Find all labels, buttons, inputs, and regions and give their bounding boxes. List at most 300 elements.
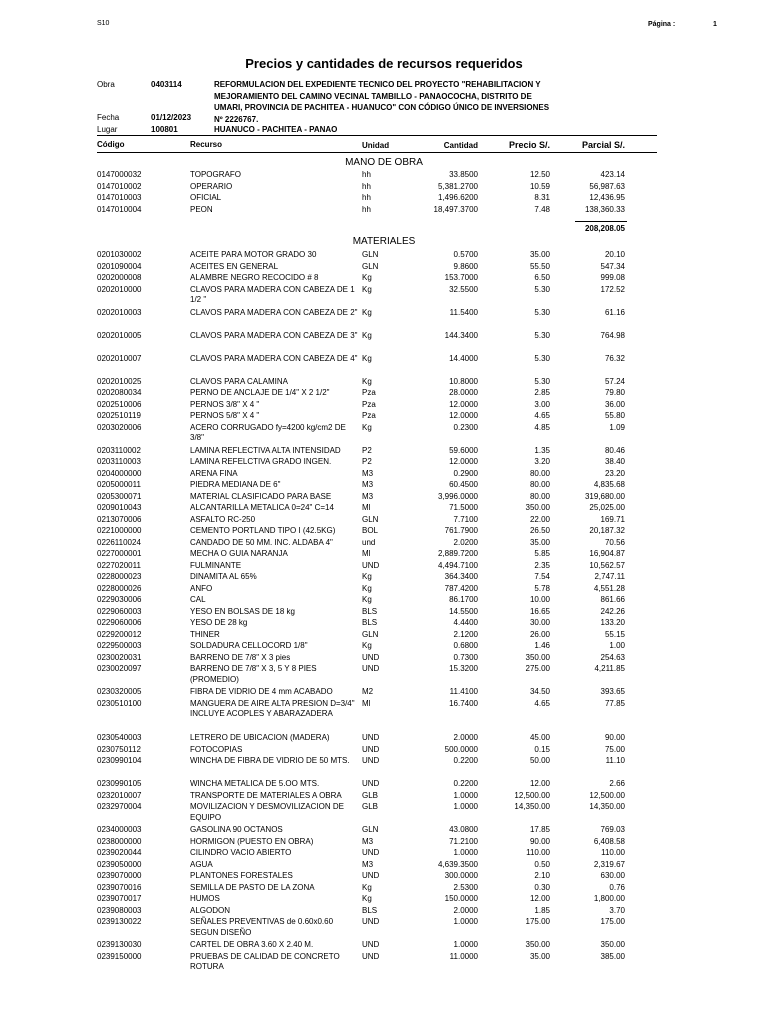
resource-quantity: 2.0200: [453, 537, 478, 547]
resource-partial: 12,436.95: [589, 193, 625, 202]
resource-unit: GLN: [362, 261, 379, 271]
table-row: [0, 653, 768, 664]
resource-code: 0227020011: [97, 560, 141, 570]
resource-code: 0227000001: [97, 549, 142, 558]
resource-description: CEMENTO PORTLAND TIPO I (42.5KG): [190, 526, 336, 535]
resource-unit: M2: [362, 687, 374, 696]
resource-quantity: 2.5300: [453, 882, 478, 892]
fecha-value: 01/12/2023: [151, 113, 192, 122]
resource-code: 0232970004: [97, 802, 142, 811]
resource-price: 26.00: [529, 629, 550, 639]
resource-quantity: 60.4500: [449, 480, 478, 489]
resource-description: FULMINANTE: [190, 560, 242, 570]
resource-description: PIEDRA MEDIANA DE 6": [190, 480, 281, 489]
table-row: [0, 400, 768, 411]
table-row: [0, 756, 768, 767]
resource-unit: GLB: [362, 790, 379, 800]
resource-code: 0228000023: [97, 572, 142, 581]
resource-code: 0234000003: [97, 825, 142, 834]
resource-unit: hh: [362, 204, 371, 214]
resource-price: 90.00: [529, 836, 550, 846]
resource-code: 0239150000: [97, 951, 142, 961]
resource-description: PERNOS 3/8" X 4 ": [190, 399, 260, 409]
project-name: REFORMULACION DEL EXPEDIENTE TECNICO DEL PROYECTO "REHABILITACION Y MEJORAMIENTO DEL CAMINO VECINAL TAMBILLO - PANAOCOCHA, DISTRITO DE UMARI, PROVINCIA DE PACHITEA - HUANUCO" CON CÓDIGO ÚNICO DE INVERSIONES Nº 2226767.: [214, 80, 550, 124]
resource-partial: 4,211.85: [594, 664, 625, 673]
resource-partial: 4,551.28: [593, 583, 625, 593]
resource-partial: 1.09: [609, 422, 625, 432]
resource-description: MOVILIZACION Y DESMOVILIZACION DE EQUIPO: [190, 802, 344, 822]
resource-partial: 16,904.87: [589, 549, 625, 558]
resource-code: 0203110002: [97, 445, 141, 455]
resource-quantity: 3,996.0000: [437, 491, 478, 501]
resource-quantity: 153.7000: [444, 273, 478, 282]
resource-description: WINCHA METALICA DE 5.OO MTS.: [190, 779, 320, 788]
obra-code: 0403114: [151, 80, 182, 89]
resource-quantity: 1.0000: [453, 917, 478, 926]
resource-partial: 20.10: [604, 250, 625, 259]
resource-unit: UND: [362, 652, 380, 662]
resource-quantity: 86.1700: [449, 595, 478, 604]
resource-quantity: 9.8600: [453, 261, 478, 271]
resource-unit: Kg: [362, 353, 372, 363]
resource-partial: 79.80: [604, 388, 625, 397]
resource-partial: 57.24: [604, 376, 625, 386]
resource-partial: 55.80: [604, 411, 625, 420]
resource-unit: M3: [362, 491, 374, 501]
resource-description: CAL: [190, 595, 206, 604]
table-row: [0, 446, 768, 457]
table-row: [0, 182, 768, 193]
resource-partial: 36.00: [604, 399, 625, 409]
resource-code: 0239020044: [97, 848, 142, 857]
table-row: [0, 745, 768, 756]
resource-partial: 861.66: [600, 595, 625, 604]
resource-unit: Kg: [362, 307, 372, 317]
resource-description: ACEITE PARA MOTOR GRADO 30: [190, 250, 317, 259]
table-row: [0, 377, 768, 388]
resource-description: ALAMBRE NEGRO RECOCIDO # 8: [190, 273, 319, 282]
resource-unit: Ml: [362, 549, 371, 558]
resource-partial: 4,835.68: [593, 480, 625, 489]
resource-unit: Kg: [362, 422, 372, 432]
resource-quantity: 150.0000: [444, 894, 478, 903]
resource-price: 275.00: [525, 664, 550, 673]
resource-partial: 90.00: [604, 733, 625, 742]
resource-description: ANFO: [190, 583, 213, 593]
resource-price: 0.50: [534, 859, 550, 869]
resource-partial: 38.40: [604, 457, 625, 466]
resource-price: 5.78: [534, 583, 550, 593]
resource-quantity: 14.4000: [449, 353, 478, 363]
resource-unit: GLN: [362, 250, 379, 259]
table-row: [0, 572, 768, 583]
resource-code: 0213070006: [97, 514, 142, 524]
resource-description: THINER: [190, 629, 220, 639]
lugar-label: Lugar: [97, 125, 118, 134]
table-row: [0, 284, 768, 304]
resource-price: 5.30: [534, 376, 550, 386]
table-row: [0, 630, 768, 641]
resource-price: 3.00: [534, 399, 550, 409]
resource-description: MATERIAL CLASIFICADO PARA BASE: [190, 491, 332, 501]
resource-unit: UND: [362, 779, 380, 788]
resource-unit: BOL: [362, 526, 379, 535]
resource-unit: Kg: [362, 595, 372, 604]
lugar-code: 100801: [151, 125, 178, 134]
resource-price: 5.30: [534, 307, 550, 317]
table-row: [0, 411, 768, 422]
resource-price: 80.00: [529, 468, 550, 478]
table-row: [0, 906, 768, 917]
resource-code: 0239050000: [97, 859, 142, 869]
resource-quantity: 11.4100: [449, 687, 478, 696]
table-row: [0, 480, 768, 491]
resource-code: 0202010000: [97, 284, 142, 294]
resource-partial: 2.66: [609, 779, 625, 788]
resource-partial: 25,025.00: [589, 503, 625, 512]
resource-description: OFICIAL: [190, 193, 222, 202]
resource-quantity: 0.2200: [453, 779, 478, 788]
table-row: [0, 883, 768, 894]
resource-unit: UND: [362, 560, 380, 570]
resource-code: 0204000000: [97, 468, 142, 478]
resource-code: 0229030006: [97, 595, 142, 604]
resource-description: MANGUERA DE AIRE ALTA PRESION D=3/4" INCLUYE ACOPLES Y ABARAZADERA: [190, 698, 355, 718]
resource-partial: 2,319.67: [593, 859, 625, 869]
resource-unit: M3: [362, 468, 374, 478]
resource-partial: 1.00: [609, 641, 625, 650]
resource-code: 0201090004: [97, 261, 142, 271]
resource-partial: 20,187.32: [589, 526, 625, 535]
table-row: [0, 526, 768, 537]
resource-quantity: 32.5500: [449, 284, 478, 294]
resource-code: 0229200012: [97, 629, 142, 639]
resource-partial: 75.00: [604, 744, 625, 754]
resource-quantity: 364.3400: [444, 572, 478, 581]
resource-quantity: 2,889.7200: [437, 549, 478, 558]
resource-partial: 12,500.00: [589, 790, 625, 800]
resource-code: 0202010003: [97, 307, 142, 317]
resource-unit: M3: [362, 836, 374, 846]
resource-description: AGUA: [190, 859, 213, 869]
resource-unit: Ml: [362, 698, 371, 708]
resource-quantity: 144.3400: [444, 330, 478, 340]
resource-partial: 70.56: [604, 537, 625, 547]
resource-partial: 56,987.63: [589, 181, 625, 191]
resource-code: 0202010025: [97, 376, 142, 386]
resource-unit: Kg: [362, 894, 372, 903]
resource-unit: Kg: [362, 376, 372, 386]
resource-price: 12.50: [529, 170, 550, 179]
resource-price: 26.50: [529, 526, 550, 535]
resource-code: 0239130022: [97, 917, 142, 926]
resource-price: 5.30: [534, 353, 550, 363]
resource-code: 0203020006: [97, 422, 142, 432]
resource-partial: 547.34: [600, 261, 625, 271]
resource-code: 0230020031: [97, 652, 142, 662]
table-row: [0, 388, 768, 399]
resource-description: YESO EN BOLSAS DE 18 kg: [190, 606, 295, 616]
resource-price: 14,350.00: [514, 802, 550, 811]
resource-code: 0202510006: [97, 399, 142, 409]
resource-price: 80.00: [529, 491, 550, 501]
resource-description: CILINDRO VACIO ABIERTO: [190, 848, 292, 857]
resource-code: 0239070000: [97, 871, 142, 880]
resource-quantity: 12.0000: [449, 399, 478, 409]
resource-quantity: 7.7100: [453, 514, 478, 524]
resource-code: 0239130030: [97, 940, 142, 949]
resource-partial: 393.65: [600, 687, 625, 696]
table-row: [0, 837, 768, 848]
resource-price: 12.00: [529, 894, 550, 903]
resource-price: 10.59: [529, 181, 550, 191]
resource-quantity: 0.2200: [453, 756, 478, 765]
resource-code: 0230990104: [97, 756, 142, 765]
resource-description: YESO DE 28 kg: [190, 618, 248, 627]
resource-price: 110.00: [526, 848, 550, 857]
table-row: [0, 331, 768, 342]
resource-description: TOPOGRAFO: [190, 170, 241, 179]
resource-quantity: 15.3200: [449, 664, 478, 673]
resource-code: 0147010002: [97, 181, 142, 191]
resource-code: 0202010005: [97, 330, 142, 340]
resource-quantity: 2.1200: [453, 629, 478, 639]
resource-description: SEÑALES PREVENTIVAS de 0.60x0.60 SEGUN DISEÑO: [190, 917, 334, 937]
resource-partial: 80.46: [604, 445, 625, 455]
table-row: [0, 733, 768, 744]
resource-description: ACERO CORRUGADO fy=4200 kg/cm2 DE 3/8": [190, 422, 346, 442]
resource-description: WINCHA DE FIBRA DE VIDRIO DE 50 MTS.: [190, 756, 350, 765]
resource-partial: 385.00: [600, 951, 625, 961]
resource-price: 35.00: [529, 951, 550, 961]
table-row: [0, 860, 768, 871]
resource-code: 0202510119: [97, 411, 141, 420]
resource-code: 0202000008: [97, 273, 142, 282]
col-precio: Precio S/.: [508, 140, 550, 150]
resource-partial: 350.00: [600, 940, 625, 949]
resource-unit: GLN: [362, 629, 379, 639]
resource-partial: 55.15: [604, 629, 625, 639]
table-row: [0, 561, 768, 572]
col-unidad: Unidad: [362, 141, 390, 150]
resource-unit: UND: [362, 940, 380, 949]
resource-quantity: 1,496.6200: [437, 193, 478, 202]
table-row: [0, 549, 768, 560]
resource-unit: UND: [362, 733, 380, 742]
resource-description: BARRENO DE 7/8" X 3 pies: [190, 652, 291, 662]
resource-description: CLAVOS PARA MADERA CON CABEZA DE 1 1/2 ": [190, 284, 355, 304]
resource-partial: 764.98: [600, 330, 625, 340]
table-row: [0, 538, 768, 549]
resource-unit: M3: [362, 859, 374, 869]
resource-unit: Pza: [362, 411, 376, 420]
resource-description: HORMIGON (PUESTO EN OBRA): [190, 836, 314, 846]
resource-partial: 76.32: [604, 353, 625, 363]
resource-code: 0226110024: [97, 537, 141, 547]
resource-unit: GLN: [362, 825, 379, 834]
resource-description: TRANSPORTE DE MATERIALES A OBRA: [190, 790, 342, 800]
resource-description: CARTEL DE OBRA 3.60 X 2.40 M.: [190, 940, 314, 949]
resource-price: 50.00: [529, 756, 550, 765]
resource-description: MECHA O GUIA NARANJA: [190, 549, 288, 558]
resource-price: 30.00: [529, 618, 550, 627]
col-parcial: Parcial S/.: [581, 140, 625, 150]
resource-code: 0205000011: [97, 480, 141, 489]
table-row: [0, 492, 768, 503]
resource-quantity: 0.2900: [453, 468, 478, 478]
software-label: S10: [97, 20, 110, 27]
resource-quantity: 500.0000: [444, 744, 478, 754]
resource-partial: 423.14: [600, 170, 625, 179]
resource-unit: Pza: [362, 388, 376, 397]
resource-quantity: 11.0000: [449, 951, 478, 961]
section-materiales: MATERIALES: [352, 236, 416, 247]
resource-partial: 999.08: [600, 273, 625, 282]
table-row: [0, 595, 768, 606]
resource-quantity: 18,497.3700: [433, 204, 478, 214]
resource-price: 55.50: [529, 261, 550, 271]
resource-price: 0.30: [534, 882, 550, 892]
resource-quantity: 43.0800: [449, 825, 478, 834]
resource-code: 0230750112: [97, 744, 141, 754]
resource-unit: GLN: [362, 514, 379, 524]
resource-code: 0230320005: [97, 687, 142, 696]
resource-quantity: 1.0000: [453, 790, 478, 800]
resource-quantity: 12.0000: [449, 457, 478, 466]
header-bottom-rule: [97, 152, 657, 153]
resource-quantity: 787.4200: [444, 583, 478, 593]
col-codigo: Código: [97, 140, 125, 149]
resource-description: PERNO DE ANCLAJE DE 1/4" X 2 1/2": [190, 388, 330, 397]
resource-unit: P2: [362, 445, 372, 455]
resource-quantity: 71.5000: [449, 503, 478, 512]
resource-price: 1.85: [534, 905, 550, 915]
resource-quantity: 0.5700: [453, 250, 478, 259]
resource-price: 2.35: [534, 560, 550, 570]
table-row: [0, 687, 768, 698]
resource-quantity: 14.5500: [449, 606, 478, 616]
resource-code: 0230990105: [97, 779, 142, 788]
resource-code: 0229060003: [97, 606, 142, 616]
table-row: [0, 354, 768, 365]
resource-description: ACEITES EN GENERAL: [190, 261, 279, 271]
fecha-label: Fecha: [97, 113, 120, 122]
resource-description: LAMINA REFELCTIVA GRADO INGEN.: [190, 457, 332, 466]
resource-unit: UND: [362, 871, 380, 880]
resource-description: DINAMITA AL 65%: [190, 572, 257, 581]
resource-partial: 172.52: [600, 284, 625, 294]
resource-partial: 242.26: [600, 606, 625, 616]
resource-quantity: 33.8500: [449, 170, 478, 179]
resource-description: CLAVOS PARA CALAMINA: [190, 376, 288, 386]
table-row: [0, 917, 768, 937]
table-row: [0, 422, 768, 442]
resource-code: 0202010007: [97, 353, 142, 363]
resource-price: 175.00: [525, 917, 550, 926]
resource-price: 35.00: [529, 537, 550, 547]
resource-code: 0229500003: [97, 641, 142, 650]
resource-price: 2.85: [534, 388, 550, 397]
resource-price: 4.65: [534, 698, 550, 708]
resource-price: 1.46: [534, 641, 550, 650]
resource-unit: Kg: [362, 284, 372, 294]
resource-quantity: 28.0000: [449, 388, 478, 397]
resource-code: 0201030002: [97, 250, 142, 259]
resource-code: 0221000000: [97, 526, 142, 535]
resource-code: 0203110003: [97, 457, 141, 466]
lugar-name: HUANUCO - PACHITEA - PANAO: [214, 125, 338, 134]
resource-code: 0205300071: [97, 491, 142, 501]
table-row: [0, 871, 768, 882]
resource-description: FIBRA DE VIDRIO DE 4 mm ACABADO: [190, 687, 333, 696]
page-label: Página :: [648, 21, 676, 28]
resource-price: 12,500.00: [514, 790, 550, 800]
resource-code: 0230540003: [97, 733, 142, 742]
resource-unit: Kg: [362, 882, 372, 892]
resource-description: PRUEBAS DE CALIDAD DE CONCRETO ROTURA: [190, 951, 340, 971]
resource-partial: 14,350.00: [589, 802, 625, 811]
resource-partial: 254.63: [600, 652, 625, 662]
resource-price: 12.00: [529, 779, 550, 788]
resource-code: 0232010007: [97, 790, 142, 800]
resource-description: ALCANTARILLA METALICA 0=24" C=14: [190, 503, 334, 512]
table-row: [0, 607, 768, 618]
table-row: [0, 664, 768, 684]
section-mano-de-obra: MANO DE OBRA: [345, 157, 423, 168]
resource-price: 350.00: [525, 652, 550, 662]
resource-price: 0.15: [534, 744, 550, 754]
resource-description: PERNOS 5/8" X 4 ": [190, 411, 260, 420]
resource-description: CLAVOS PARA MADERA CON CABEZA DE 3": [190, 330, 358, 340]
resource-partial: 319,680.00: [584, 491, 625, 501]
resource-price: 6.50: [534, 273, 550, 282]
resource-description: CANDADO DE 50 MM. INC. ALDABA 4": [190, 537, 333, 547]
resource-price: 350.00: [525, 940, 550, 949]
table-row: [0, 457, 768, 468]
page-number: 1: [713, 21, 717, 28]
resource-unit: BLS: [362, 606, 378, 616]
resource-description: ALGODON: [190, 905, 231, 915]
resource-quantity: 59.6000: [449, 445, 478, 455]
resource-unit: hh: [362, 181, 371, 191]
resource-quantity: 300.0000: [444, 871, 478, 880]
resource-partial: 61.16: [604, 307, 625, 317]
resource-price: 7.48: [534, 204, 550, 214]
resource-code: 0238000000: [97, 836, 142, 846]
resource-quantity: 4,494.7100: [437, 560, 478, 570]
table-row: [0, 262, 768, 273]
table-row: [0, 308, 768, 319]
resource-description: PEON: [190, 204, 213, 214]
resource-price: 5.85: [534, 549, 550, 558]
resource-unit: UND: [362, 664, 380, 673]
table-row: [0, 951, 768, 971]
table-row: [0, 641, 768, 652]
table-row: [0, 825, 768, 836]
resource-description: SEMILLA DE PASTO DE LA ZONA: [190, 882, 315, 892]
table-row: [0, 618, 768, 629]
resource-partial: 769.03: [600, 825, 625, 834]
resource-code: 0202080034: [97, 388, 142, 397]
resource-code: 0228000026: [97, 583, 142, 593]
resource-price: 1.35: [534, 445, 550, 455]
resource-quantity: 1.0000: [453, 848, 478, 857]
resource-code: 0239070017: [97, 894, 142, 903]
resource-unit: UND: [362, 756, 380, 765]
resource-quantity: 0.2300: [453, 422, 478, 432]
resource-unit: hh: [362, 170, 371, 179]
resource-unit: UND: [362, 951, 380, 961]
